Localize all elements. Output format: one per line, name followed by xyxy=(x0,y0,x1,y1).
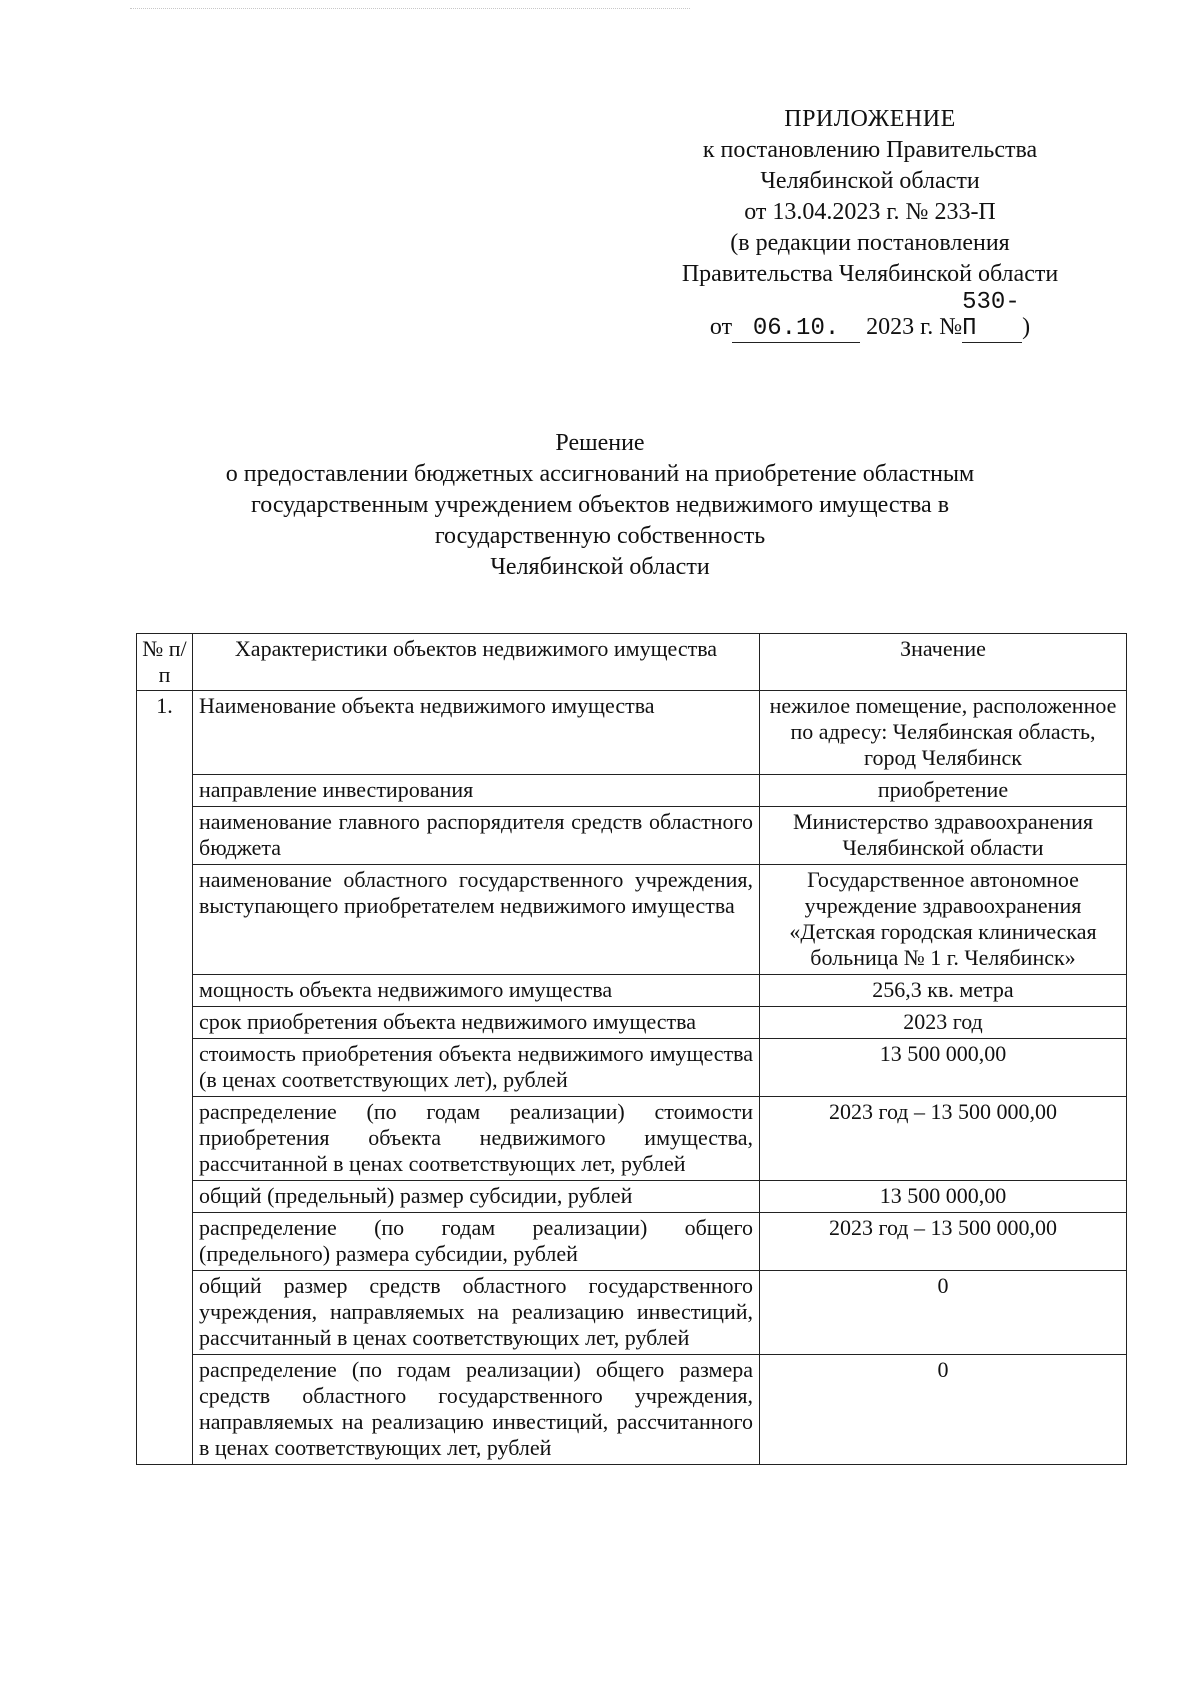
row-value: приобретение xyxy=(760,775,1127,807)
scan-artifact xyxy=(130,8,690,15)
row-value: нежилое помещение, расположенное по адресу: Челябинская область, город Челябинск xyxy=(760,691,1127,775)
table-row xyxy=(137,1007,1127,1039)
appendix-line: (в редакции постановления xyxy=(730,230,1010,256)
row-value: 2023 год – 13 500 000,00 xyxy=(760,1213,1127,1271)
appendix-title: ПРИЛОЖЕНИЕ xyxy=(784,106,956,132)
row-value: 0 xyxy=(760,1355,1127,1465)
row-value: 256,3 кв. метра xyxy=(760,975,1127,1007)
amendment-date-fill: 06.10. xyxy=(732,316,860,343)
header-value: Значение xyxy=(760,634,1127,691)
row-characteristic: общий (предельный) размер субсидии, рублей xyxy=(193,1181,760,1213)
appendix-line: Челябинской области xyxy=(760,168,980,194)
header-number: № п/п xyxy=(137,634,193,691)
decision-line: государственным учреждением объектов недвижимого имущества в xyxy=(250,492,950,518)
table-row xyxy=(137,807,1127,865)
row-value: Министерство здравоохранения Челябинской области xyxy=(760,807,1127,865)
table-row xyxy=(137,865,1127,975)
row-characteristic: распределение (по годам реализации) общего размера средств областного государственного учреждения, направляемых на реализацию инвестиций, рассчитанного в ценах соответствующих лет, рублей xyxy=(193,1355,760,1465)
appendix-line: от 13.04.2023 г. № 233-П xyxy=(744,199,996,225)
row-value: 13 500 000,00 xyxy=(760,1181,1127,1213)
row-characteristic: стоимость приобретения объекта недвижимого имущества (в ценах соответствующих лет), рублей xyxy=(193,1039,760,1097)
table-row xyxy=(137,1213,1127,1271)
table-row xyxy=(137,1097,1127,1181)
characteristics-table xyxy=(136,633,1127,1465)
row-value: 2023 год xyxy=(760,1007,1127,1039)
decision-title: Решение xyxy=(555,430,645,456)
amendment-year-label: 2023 г. № xyxy=(866,314,963,340)
appendix-block xyxy=(640,104,1100,343)
table-row xyxy=(137,775,1127,807)
row-characteristic: общий размер средств областного государственного учреждения, направляемых на реализацию инвестиций, рассчитанный в ценах соответствующих лет, рублей xyxy=(193,1271,760,1355)
amendment-number-fill: 530-П xyxy=(962,290,1022,343)
appendix-line: Правительства Челябинской области xyxy=(681,261,1059,287)
table-row xyxy=(137,1355,1127,1465)
row-number: 1. xyxy=(137,691,193,1465)
decision-heading xyxy=(150,428,1050,583)
decision-line: государственную собственность xyxy=(434,523,766,549)
decision-line: о предоставлении бюджетных ассигнований на приобретение областным xyxy=(225,461,975,487)
row-value: 2023 год – 13 500 000,00 xyxy=(760,1097,1127,1181)
table-row xyxy=(137,1039,1127,1097)
table-row xyxy=(137,975,1127,1007)
row-characteristic: направление инвестирования xyxy=(193,775,760,807)
row-characteristic: наименование областного государственного учреждения, выступающего приобретателем недвижимого имущества xyxy=(193,865,760,975)
table-row xyxy=(137,1181,1127,1213)
amendment-close-paren: ) xyxy=(1022,314,1031,340)
row-value: 0 xyxy=(760,1271,1127,1355)
amendment-line xyxy=(640,290,1100,343)
row-characteristic: распределение (по годам реализации) стоимости приобретения объекта недвижимого имущества, рассчитанной в ценах соответствующих лет, рублей xyxy=(193,1097,760,1181)
row-characteristic: срок приобретения объекта недвижимого имущества xyxy=(193,1007,760,1039)
table-row xyxy=(137,691,1127,775)
header-characteristic: Характеристики объектов недвижимого имущества xyxy=(193,634,760,691)
row-characteristic: мощность объекта недвижимого имущества xyxy=(193,975,760,1007)
row-value: Государственное автономное учреждение здравоохранения «Детская городская клиническая больница № 1 г. Челябинск» xyxy=(760,865,1127,975)
row-characteristic: распределение (по годам реализации) общего (предельного) размера субсидии, рублей xyxy=(193,1213,760,1271)
row-characteristic: Наименование объекта недвижимого имущества xyxy=(193,691,760,775)
amendment-from-label: от xyxy=(709,314,733,340)
table-row xyxy=(137,1271,1127,1355)
row-value: 13 500 000,00 xyxy=(760,1039,1127,1097)
table-header-row xyxy=(137,634,1127,691)
decision-line: Челябинской области xyxy=(490,554,710,580)
row-characteristic: наименование главного распорядителя средств областного бюджета xyxy=(193,807,760,865)
appendix-line: к постановлению Правительства xyxy=(702,137,1038,163)
